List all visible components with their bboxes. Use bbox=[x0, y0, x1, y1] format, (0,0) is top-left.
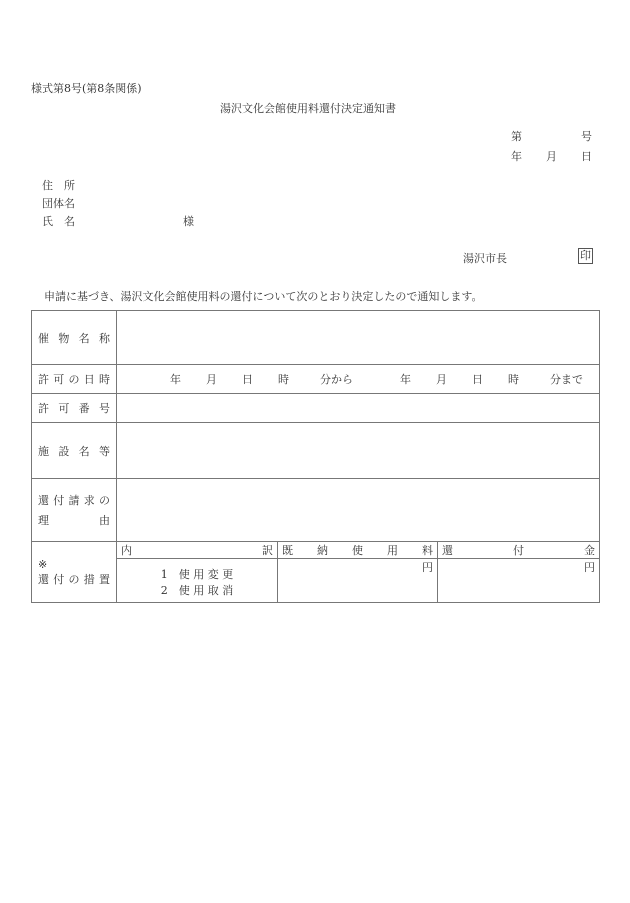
refund-table bbox=[31, 310, 600, 603]
document-title: 湯沢文化会館使用料還付決定通知書 bbox=[220, 102, 396, 115]
table-row-permit-number bbox=[32, 394, 600, 423]
address-label: 住 所 bbox=[42, 179, 75, 192]
name-label: 氏 名 bbox=[42, 215, 75, 228]
refund-measure-label: ※ 還 付 の 措 置 bbox=[32, 542, 117, 603]
refund-amount-header: 還 付 金 bbox=[438, 542, 600, 559]
breakdown-header: 内 訳 bbox=[117, 542, 278, 559]
refund-reason-label: 還 付 請 求 の 理 由 bbox=[32, 479, 117, 542]
table-row-facility-name bbox=[32, 423, 600, 479]
table-row-permit-datetime bbox=[32, 365, 600, 394]
option-usage-change: 1 使 用 変 更 bbox=[160, 568, 234, 581]
honorific: 様 bbox=[183, 215, 194, 228]
permit-number-field[interactable] bbox=[117, 394, 600, 423]
refund-reason-field[interactable] bbox=[117, 479, 600, 542]
yen-unit: 円 bbox=[422, 561, 433, 574]
intro-text: 申請に基づき、湯沢文化会館使用料の還付について次のとおり決定したので通知します。 bbox=[44, 290, 483, 303]
group-name-label: 団体名 bbox=[42, 197, 75, 210]
table-row-refund-values bbox=[32, 559, 600, 603]
document-date: 年 月 日 bbox=[511, 150, 592, 163]
yen-unit: 円 bbox=[584, 561, 596, 574]
refund-options bbox=[117, 559, 278, 603]
paid-fee-header: 既 納 使 用 料 bbox=[278, 542, 438, 559]
permit-number-label: 許 可 番 号 bbox=[32, 394, 117, 423]
paid-fee-field[interactable] bbox=[278, 559, 438, 603]
document-number: 第 号 bbox=[511, 130, 592, 143]
table-row-refund-reason bbox=[32, 479, 600, 542]
issuer-title: 湯沢市長 bbox=[463, 252, 507, 265]
permit-datetime-field[interactable]: 年 月 日 時 分から 年 月 日 時 分まで bbox=[117, 365, 600, 394]
facility-name-field[interactable] bbox=[117, 423, 600, 479]
event-name-label: 催 物 名 称 bbox=[32, 311, 117, 365]
option-usage-cancel: 2 使 用 取 消 bbox=[160, 584, 234, 597]
table-row-refund-header bbox=[32, 542, 600, 559]
event-name-field[interactable] bbox=[117, 311, 600, 365]
permit-datetime-label: 許 可 の 日 時 bbox=[32, 365, 117, 394]
refund-amount-field[interactable] bbox=[438, 559, 600, 603]
seal-box: 印 bbox=[580, 249, 591, 262]
facility-name-label: 施 設 名 等 bbox=[32, 423, 117, 479]
form-reference: 様式第8号(第8条関係) bbox=[31, 82, 142, 95]
table-row-event-name bbox=[32, 311, 600, 365]
